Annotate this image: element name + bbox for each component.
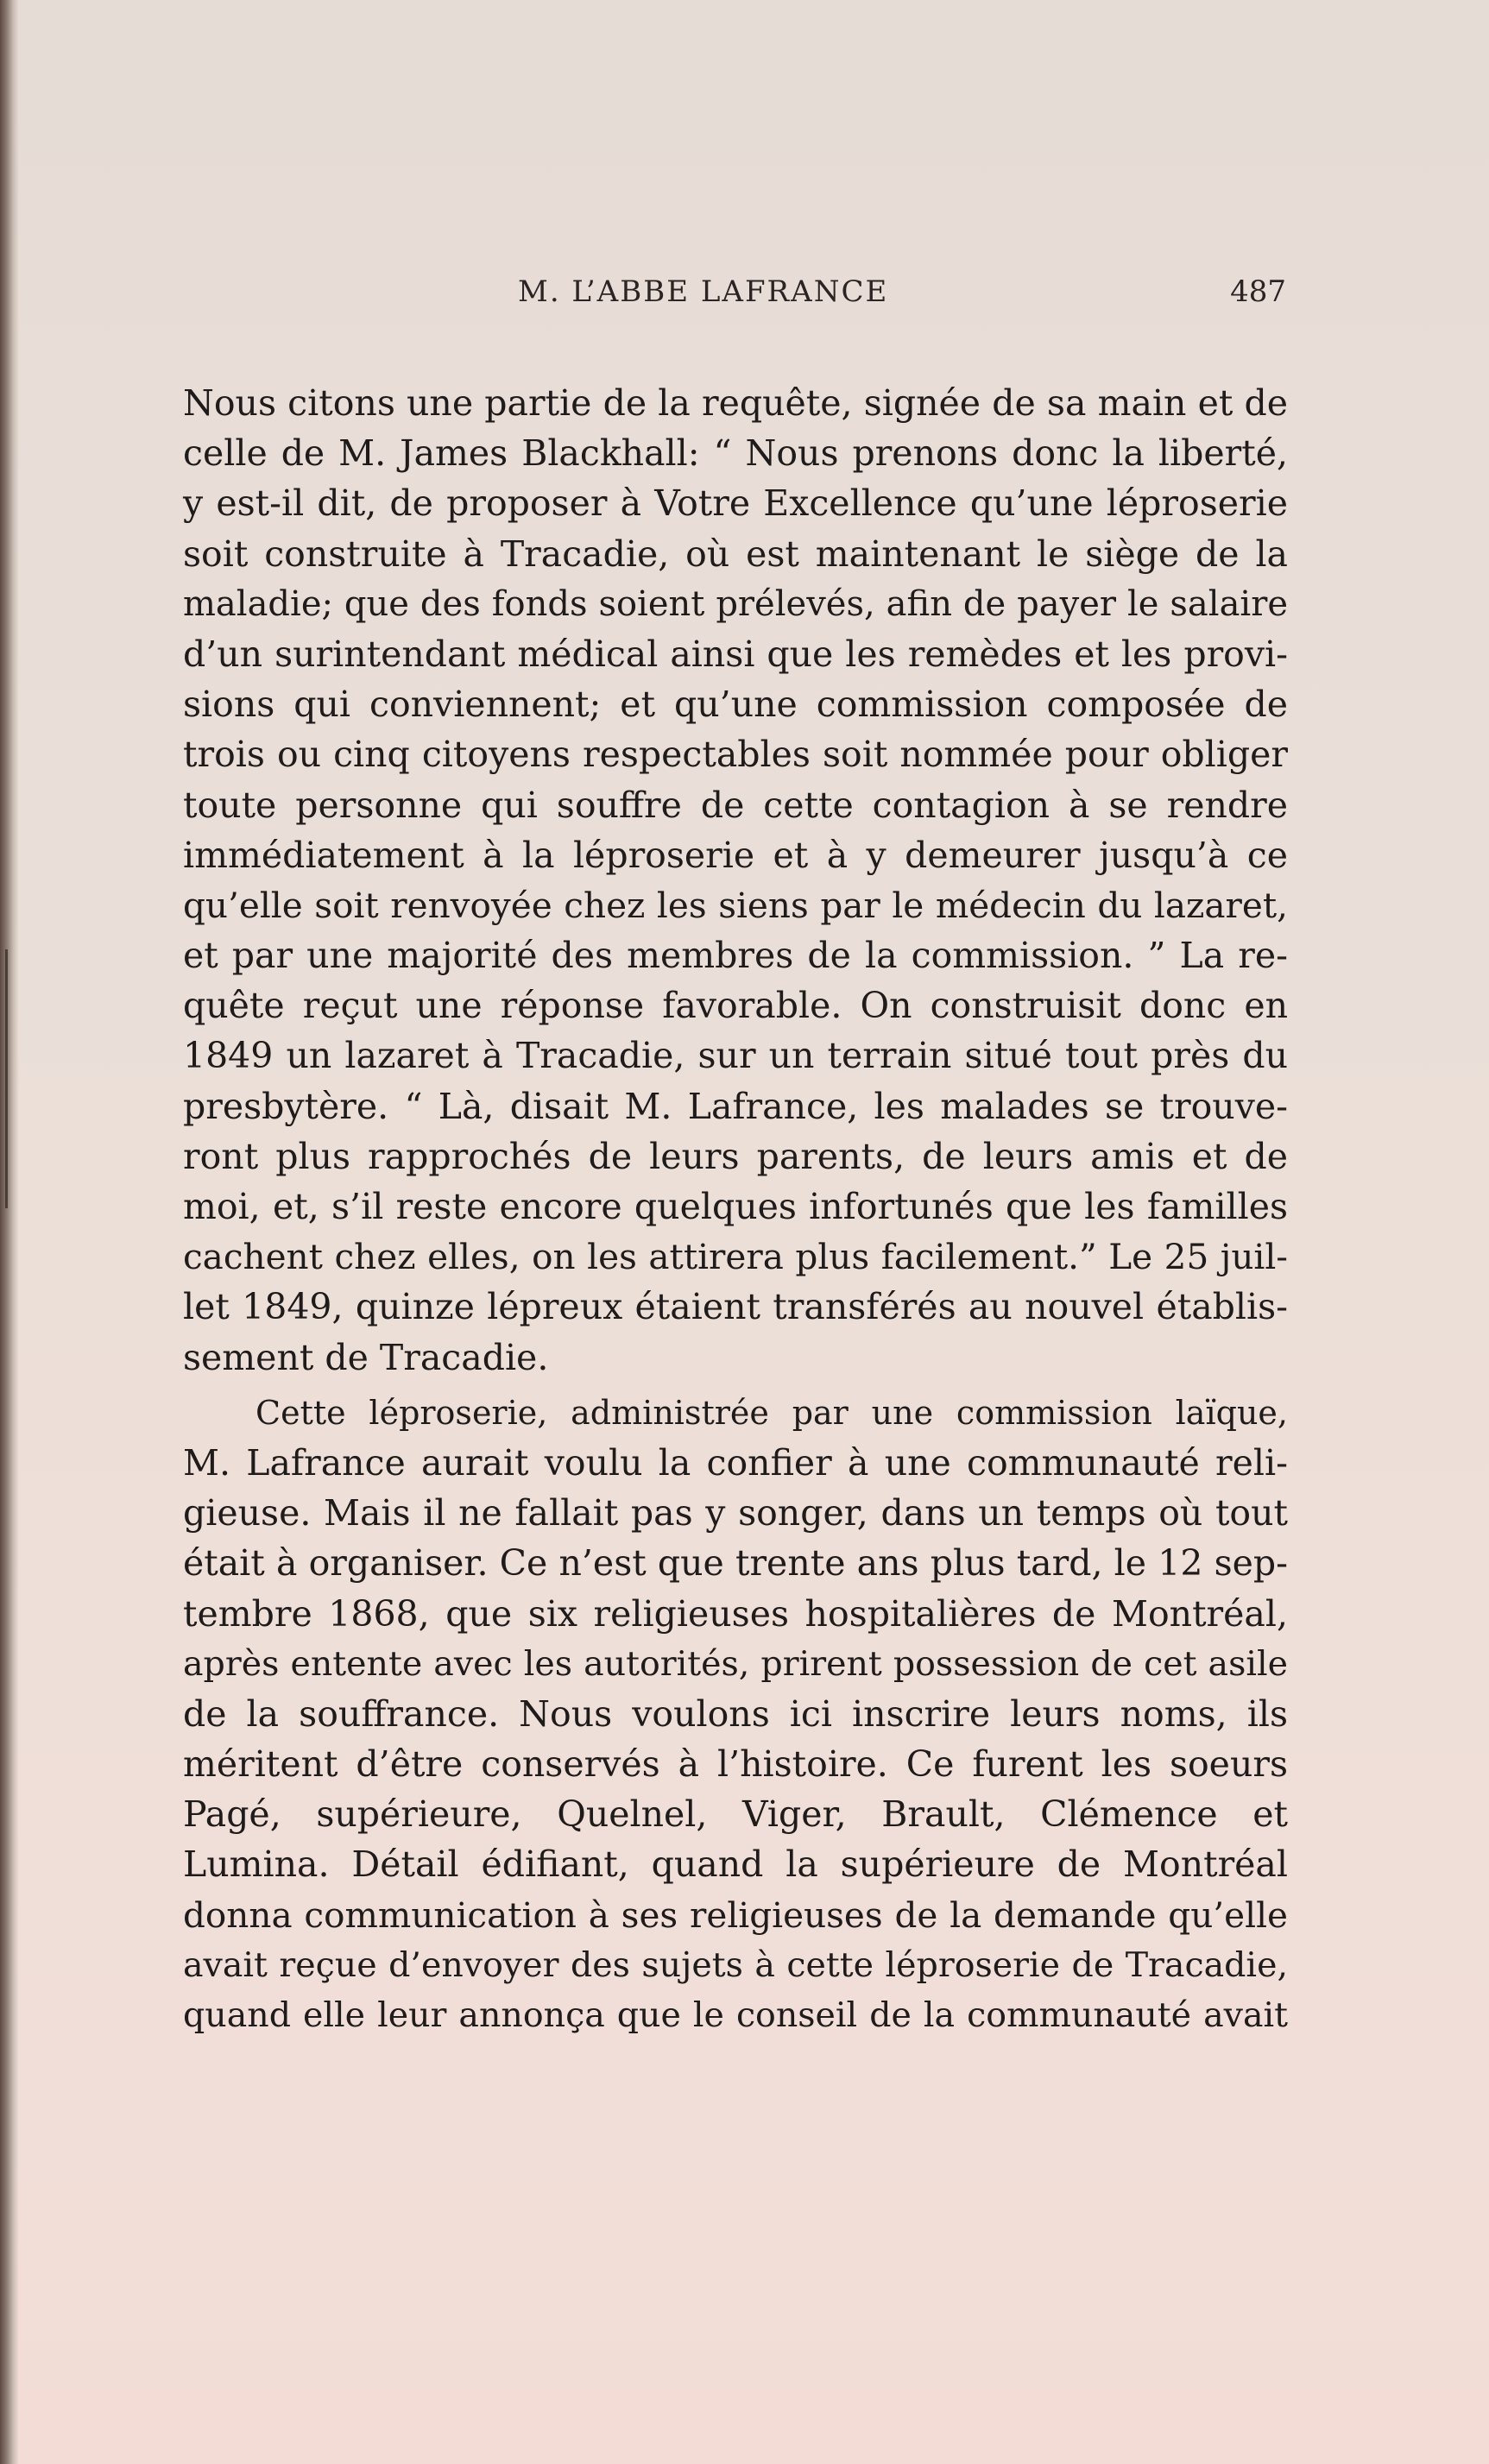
text-line: gieuse. Mais il ne fallait pas y songer, dans un temps où tout (183, 1492, 1288, 1534)
text-line: 1849 un lazaret à Tracadie, sur un terrain situé tout près du (183, 1035, 1288, 1077)
running-title: M. L’ABBE LAFRANCE (518, 274, 889, 309)
text-line: d’un surintendant médical ainsi que les remèdes et les provi- (183, 633, 1288, 675)
text-line: ront plus rapprochés de leurs parents, de leurs amis et de (183, 1135, 1288, 1177)
text-line: quête reçut une réponse favorable. On construisit donc en (183, 985, 1288, 1027)
text-line: donna communication à ses religieuses de la demande qu’elle (183, 1894, 1288, 1936)
gutter-shadow-line (5, 949, 8, 1208)
text-line: avait reçue d’envoyer des sujets à cette léproserie de Tracadie, (183, 1944, 1288, 1985)
text-line: sement de Tracadie. (183, 1336, 549, 1378)
text-line: et par une majorité des membres de la commission. ” La re- (183, 935, 1288, 977)
text-line: trois ou cinq citoyens respectables soit nommée pour obliger (183, 734, 1288, 776)
text-line: M. Lafrance aurait voulu la confier à une communauté reli- (183, 1441, 1288, 1484)
text-line: soit construite à Tracadie, où est maintenant le siège de la (183, 533, 1288, 575)
body-text (183, 378, 1288, 2040)
text-line: après entente avec les autorités, prirent possession de cet asile (183, 1643, 1288, 1684)
text-line: toute personne qui souffre de cette contagion à se rendre (183, 784, 1288, 826)
running-head (181, 274, 1286, 326)
text-line: moi, et, s’il reste encore quelques infortunés que les familles (183, 1186, 1288, 1227)
paragraph-2 (183, 1388, 1288, 2040)
text-line: let 1849, quinze lépreux étaient transférés au nouvel établis- (183, 1286, 1288, 1328)
text-line: de la souffrance. Nous voulons ici inscrire leurs noms, ils (183, 1692, 1288, 1735)
text-line: maladie; que des fonds soient prélevés, afin de payer le salaire (183, 583, 1288, 624)
text-line: Lumina. Détail édifiant, quand la supérieure de Montréal (183, 1843, 1288, 1886)
text-line: méritent d’être conservés à l’histoire. Ce furent les soeurs (183, 1743, 1288, 1786)
text-line: immédiatement à la léproserie et à y demeurer jusqu’à ce (183, 834, 1288, 876)
paragraph-1 (183, 378, 1288, 1383)
page-number: 487 (1230, 274, 1286, 309)
text-line: presbytère. “ Là, disait M. Lafrance, les malades se trouve- (183, 1085, 1288, 1127)
text-line: tembre 1868, que six religieuses hospitalières de Montréal, (183, 1592, 1288, 1635)
text-line: celle de M. James Blackhall: “ Nous prenons donc la liberté, (183, 432, 1288, 475)
book-gutter-edge (0, 0, 19, 2464)
text-line: cachent chez elles, on les attirera plus facilement.” Le 25 juil- (183, 1236, 1288, 1278)
text-line: qu’elle soit renvoyée chez les siens par le médecin du lazaret, (183, 884, 1288, 926)
text-line: y est-il dit, de proposer à Votre Excellence qu’une léproserie (183, 482, 1288, 525)
text-line: était à organiser. Ce n’est que trente ans plus tard, le 12 sep- (183, 1542, 1288, 1585)
text-line: sions qui conviennent; et qu’une commission composée de (183, 684, 1288, 726)
text-line: quand elle leur annonça que le conseil de la communauté avait (183, 1995, 1288, 2035)
text-line: Pagé, supérieure, Quelnel, Viger, Brault, Clémence et (183, 1793, 1288, 1836)
text-line: Nous citons une partie de la requête, signée de sa main et de (183, 382, 1288, 424)
text-line: Cette léproserie, administrée par une commission laïque, (256, 1393, 1288, 1432)
